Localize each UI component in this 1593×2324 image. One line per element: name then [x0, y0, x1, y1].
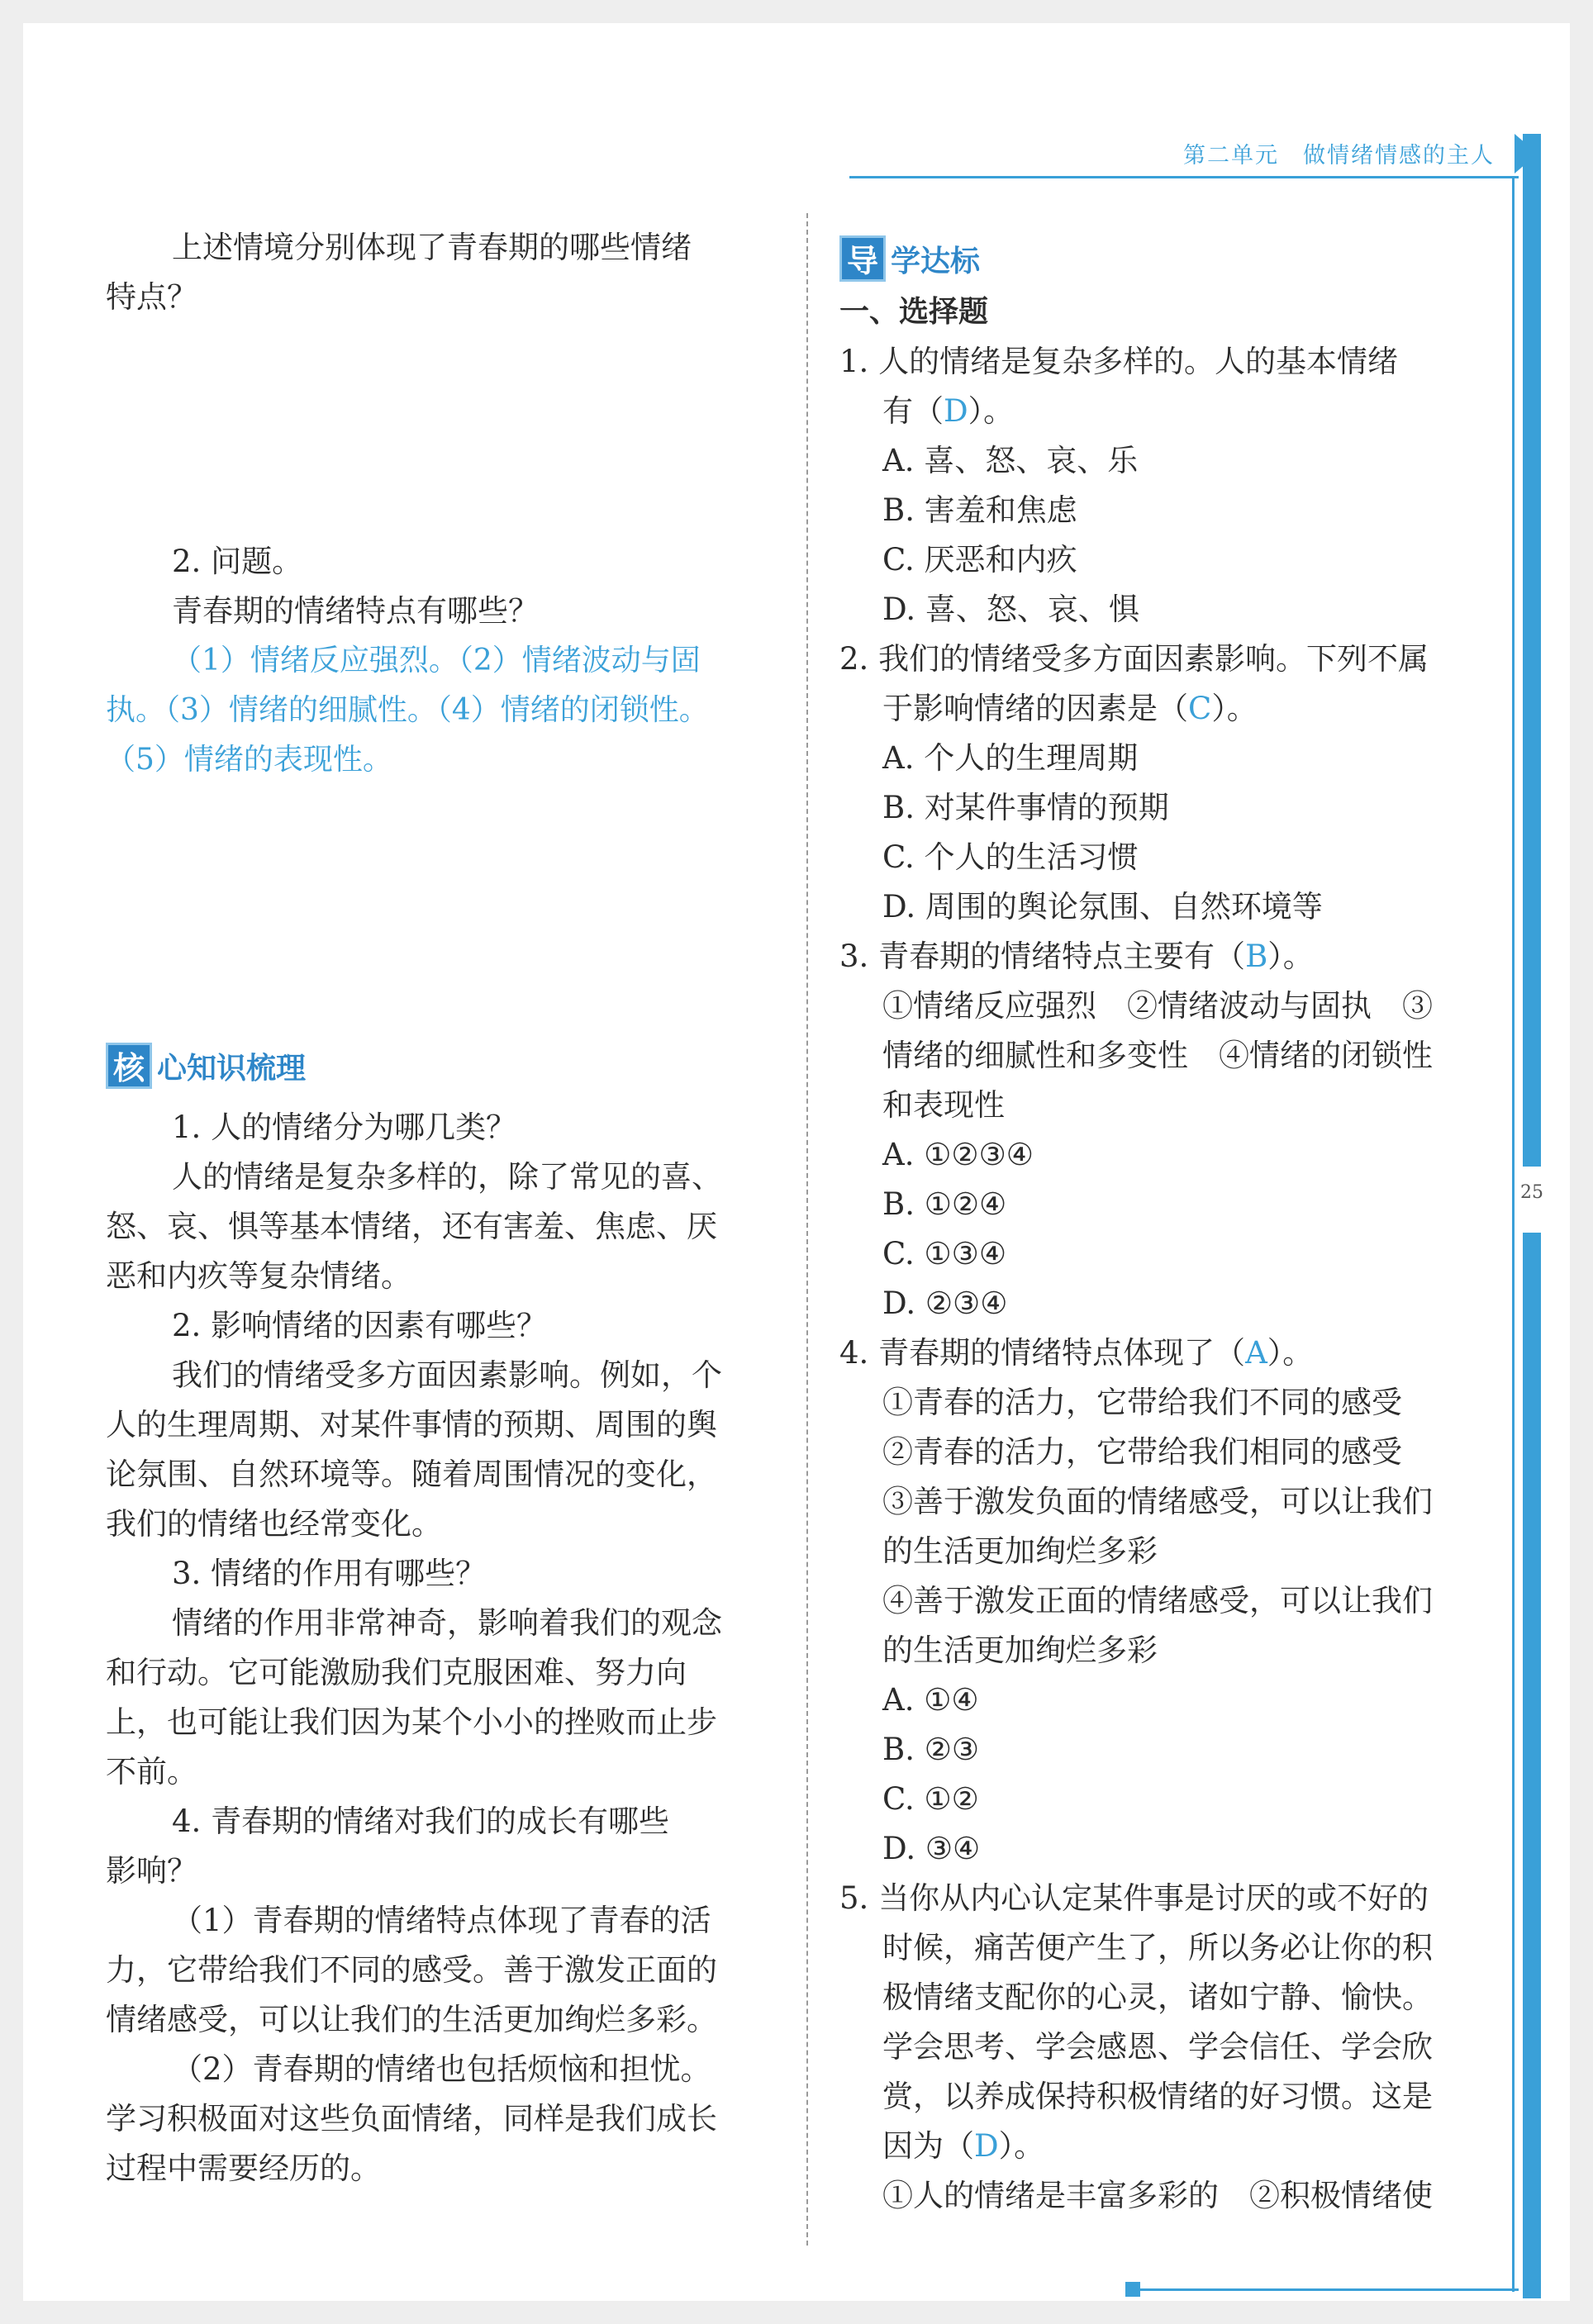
problem-answer-line: 执。（3）情绪的细腻性。（4）情绪的闭锁性。: [106, 693, 709, 727]
option: B. 对某件事情的预期: [882, 790, 1169, 825]
column-divider: [806, 213, 808, 2246]
intro-question-line: 上述情境分别体现了青春期的哪些情绪: [172, 230, 692, 265]
statement: 的生活更加绚烂多彩: [882, 1533, 1158, 1569]
knowledge-question: 3. 情绪的作用有哪些？: [172, 1556, 487, 1591]
header-rule: [849, 176, 1519, 178]
section-title: 学达标: [891, 244, 981, 278]
question-5-line: 学会思考、学会感恩、学会信任、学会欣: [882, 2029, 1433, 2065]
option: A. ①④: [882, 1682, 979, 1718]
section-title: 心知识梳理: [157, 1051, 307, 1086]
statement: ②青春的活力，它带给我们相同的感受: [882, 1434, 1402, 1470]
option: D. 周围的舆论氛围、自然环境等: [882, 889, 1323, 924]
knowledge-answer-line: 情绪的作用非常神奇，影响着我们的观念: [172, 1605, 722, 1641]
core-knowledge-heading: [106, 1037, 775, 1095]
question-4-line: 4. 青春期的情绪特点体现了（A）。: [839, 1335, 1314, 1371]
problem-label: 2. 问题。: [172, 544, 303, 579]
problem-question: 青春期的情绪特点有哪些？: [172, 593, 539, 629]
question-1-line: 有（D）。: [882, 393, 1015, 429]
knowledge-question: 4. 青春期的情绪对我们的成长有哪些: [172, 1804, 670, 1839]
running-header: 第二单元 做情绪情感的主人: [1183, 143, 1495, 169]
statement: 的生活更加绚烂多彩: [882, 1633, 1158, 1668]
knowledge-answer-line: （2）青春期的情绪也包括烦恼和担忧。: [172, 2051, 711, 2087]
option: B. ①②④: [882, 1186, 1007, 1222]
statement: ①情绪反应强烈 ②情绪波动与固执 ③: [882, 988, 1433, 1024]
right-column: [839, 230, 1509, 2221]
page-number: 25: [1520, 1182, 1543, 1203]
knowledge-answer-line: 人的情绪是复杂多样的，除了常见的喜、: [172, 1159, 722, 1195]
section-badge: 导: [839, 235, 886, 282]
answer-mark: D: [944, 393, 968, 429]
bottom-square: [1125, 2282, 1140, 2297]
option: C. ①②: [882, 1781, 979, 1817]
left-column: [106, 223, 775, 2193]
section-badge: 核: [106, 1043, 152, 1089]
knowledge-answer-line: 学习积极面对这些负面情绪，同样是我们成长: [106, 2101, 717, 2136]
option: A. 喜、怒、哀、乐: [882, 443, 1139, 478]
knowledge-answer-line: 情绪感受，可以让我们的生活更加绚烂多彩。: [106, 2002, 717, 2037]
answer-mark: B: [1245, 939, 1268, 974]
knowledge-answer-line: 和行动。它可能激励我们克服困难、努力向: [106, 1655, 687, 1690]
intro-question-line: 特点？: [106, 279, 197, 315]
problem-answer-line: （1）情绪反应强烈。（2）情绪波动与固: [172, 644, 701, 677]
knowledge-answer-line: 恶和内疚等复杂情绪。: [106, 1258, 411, 1294]
option: B. ②③: [882, 1732, 980, 1767]
knowledge-answer-line: （1）青春期的情绪特点体现了青春的活: [172, 1903, 711, 1938]
knowledge-answer-line: 我们的情绪也经常变化。: [106, 1506, 442, 1542]
knowledge-answer-line: 不前。: [106, 1754, 197, 1789]
option: C. 个人的生活习惯: [882, 839, 1139, 875]
question-5-line: 极情绪支配你的心灵，诸如宁静、愉快。: [882, 1979, 1433, 2015]
bottom-rule: [1130, 2288, 1519, 2291]
statement: ①青春的活力，它带给我们不同的感受: [882, 1385, 1402, 1420]
knowledge-answer-line: 怒、哀、惧等基本情绪，还有害羞、焦虑、厌: [106, 1209, 717, 1244]
knowledge-question: 1. 人的情绪分为哪几类？: [172, 1110, 517, 1145]
knowledge-answer-line: 上，也可能让我们因为某个小小的挫败而止步: [106, 1704, 717, 1740]
knowledge-answer-line: 我们的情绪受多方面因素影响。例如，个: [172, 1357, 722, 1393]
option: D. 喜、怒、哀、惧: [882, 592, 1139, 627]
page: [23, 23, 1570, 2301]
statement: 情绪的细腻性和多变性 ④情绪的闭锁性: [882, 1038, 1433, 1073]
option: C. 厌恶和内疚: [882, 542, 1077, 577]
question-5-line: 赏，以养成保持积极情绪的好习惯。这是: [882, 2079, 1433, 2114]
knowledge-question: 2. 影响情绪的因素有哪些？: [172, 1308, 548, 1343]
option: D. ②③④: [882, 1286, 1008, 1321]
side-rule: [1512, 177, 1515, 2292]
multiple-choice-heading: 一、选择题: [839, 295, 989, 329]
question-2-line: 于影响情绪的因素是（C）。: [882, 691, 1258, 726]
option: D. ③④: [882, 1831, 981, 1866]
knowledge-answer-line: 人的生理周期、对某件事情的预期、周围的舆: [106, 1407, 717, 1442]
knowledge-answer-line: 过程中需要经历的。: [106, 2151, 381, 2186]
question-1-line: 1. 人的情绪是复杂多样的。人的基本情绪: [839, 344, 1399, 379]
answer-mark: A: [1245, 1335, 1267, 1371]
option: C. ①③④: [882, 1236, 1007, 1271]
learning-goals-heading: [839, 230, 1509, 288]
statement: ①人的情绪是丰富多彩的 ②积极情绪使: [882, 2178, 1433, 2213]
option: A. 个人的生理周期: [882, 740, 1139, 776]
answer-mark: C: [1188, 691, 1212, 726]
question-5-line: 因为（D）。: [882, 2128, 1045, 2164]
question-2-line: 2. 我们的情绪受多方面因素影响。下列不属: [839, 641, 1429, 677]
statement: ③善于激发负面的情绪感受，可以让我们: [882, 1484, 1433, 1519]
question-5-line: 5. 当你从内心认定某件事是讨厌的或不好的: [839, 1880, 1429, 1916]
option: B. 害羞和焦虑: [882, 492, 1077, 528]
answer-mark: D: [974, 2128, 999, 2164]
problem-answer-line: （5）情绪的表现性。: [106, 743, 392, 777]
question-3-line: 3. 青春期的情绪特点主要有（B）。: [839, 939, 1314, 974]
statement: 和表现性: [882, 1087, 1005, 1123]
option: A. ①②③④: [882, 1137, 1034, 1172]
knowledge-question: 影响？: [106, 1853, 197, 1889]
statement: ④善于激发正面的情绪感受，可以让我们: [882, 1583, 1433, 1618]
side-bar-bottom: [1523, 1233, 1541, 2298]
side-bar-top: [1523, 134, 1541, 1167]
knowledge-answer-line: 力，它带给我们不同的感受。善于激发正面的: [106, 1952, 717, 1988]
question-5-line: 时候，痛苦便产生了，所以务必让你的积: [882, 1930, 1433, 1965]
knowledge-answer-line: 论氛围、自然环境等。随着周围情况的变化，: [106, 1457, 717, 1492]
